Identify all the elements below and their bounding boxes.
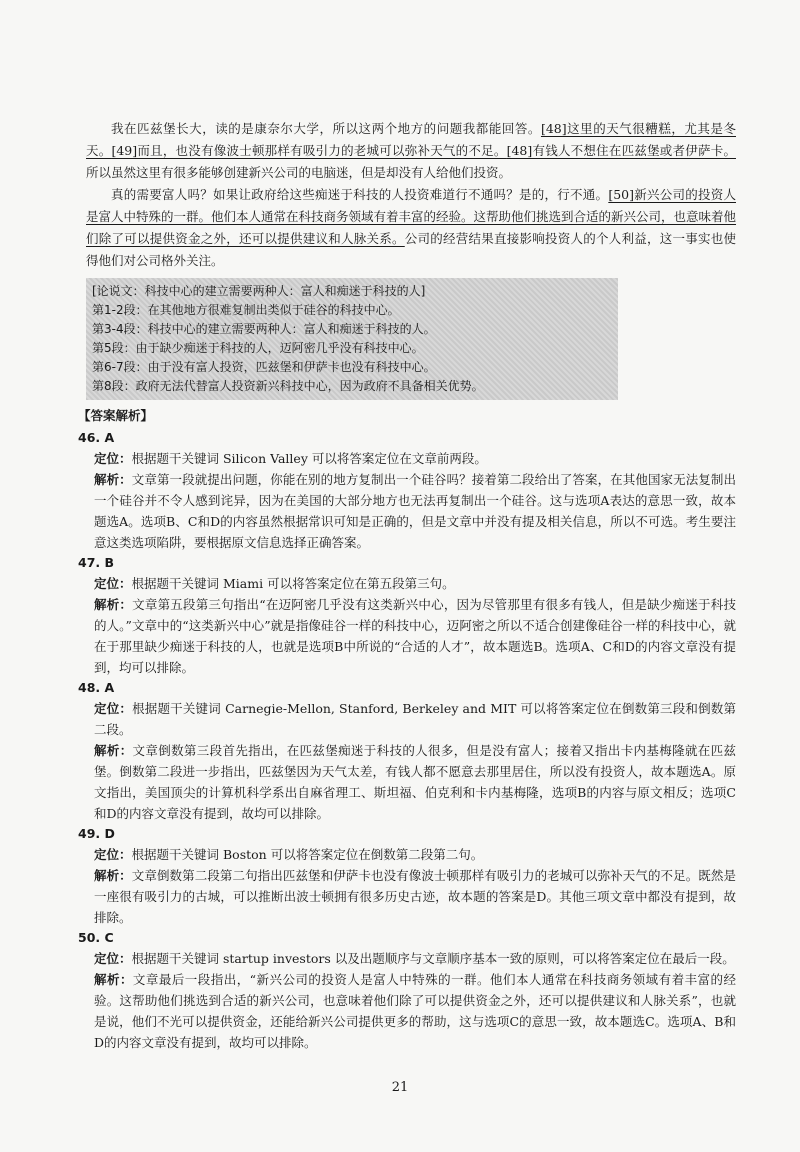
question-number: 49. D [78, 826, 115, 841]
question-number: 46. A [78, 430, 115, 445]
answer-46 [78, 428, 736, 553]
answers-heading: 【答案解析】 [78, 408, 154, 423]
question-number: 50. C [78, 930, 114, 945]
analysis-text: 解析：文章倒数第三段首先指出，在匹兹堡痴迷于科技的人很多，但是没有富人；接着又指出卡内基梅隆就在匹兹堡。倒数第二段进一步指出，匹兹堡因为天气太差，有钱人都不愿意去那里居住，所以没有投资人，故本题选A。原文指出，美国顶尖的计算机科学系出自麻省理工、斯坦福、伯克利和卡内基梅隆，选项B的内容与原文相反；选项C和D的内容文章没有提到，故均可以排除。 [94, 743, 736, 821]
answer-47 [78, 553, 736, 678]
summary-box [86, 278, 618, 400]
page-content [78, 118, 737, 1053]
passage-paragraph-1: 我在匹兹堡长大，读的是康奈尔大学，所以这两个地方的问题我都能回答。[48]这里的天气很糟糕，尤其是冬天。[49]而且，也没有像波士顿那样有吸引力的老城可以弥补天气的不足。[48]有钱人不想住在匹兹堡或者伊萨卡。所以虽然这里有很多能够创建新兴公司的电脑迷，但是却没有人给他们投资。 [86, 121, 736, 180]
locate-text: 定位：根据题干关键词 startup investors 以及出题顺序与文章顺序基本一致的原则，可以将答案定位在最后一段。 [94, 951, 735, 966]
locate-text: 定位：根据题干关键词 Boston 可以将答案定位在倒数第二段第二句。 [94, 847, 484, 862]
summary-line: 第3-4段：科技中心的建立需要两种人：富人和痴迷于科技的人。 [92, 322, 436, 336]
question-number: 48. A [78, 680, 115, 695]
answer-48 [78, 678, 736, 824]
summary-title: [论说文：科技中心的建立需要两种人：富人和痴迷于科技的人] [92, 284, 426, 298]
answer-50 [78, 928, 736, 1053]
question-number: 47. B [78, 555, 115, 570]
summary-line: 第5段：由于缺少痴迷于科技的人，迈阿密几乎没有科技中心。 [92, 341, 424, 355]
locate-text: 定位：根据题干关键词 Carnegie-Mellon, Stanford, Berkeley and MIT 可以将答案定位在倒数第三段和倒数第二段。 [94, 701, 736, 737]
answer-49 [78, 824, 736, 928]
summary-line: 第1-2段：在其他地方很难复制出类似于硅谷的科技中心。 [92, 303, 400, 317]
summary-line: 第8段：政府无法代替富人投资新兴科技中心，因为政府不具备相关优势。 [92, 379, 484, 393]
summary-line: 第6-7段：由于没有富人投资，匹兹堡和伊萨卡也没有科技中心。 [92, 360, 436, 374]
analysis-text: 解析：文章第一段就提出问题，你能在别的地方复制出一个硅谷吗？接着第二段给出了答案，在其他国家无法复制出一个硅谷并不令人感到诧异，因为在美国的大部分地方也无法再复制出一个硅谷。这与选项A表达的意思一致，故本题选A。选项B、C和D的内容虽然根据常识可知是正确的，但是文章中并没有提及相关信息，所以不可选。考生要注意这类选项陷阱，要根据原文信息选择正确答案。 [94, 472, 736, 550]
page-number: 21 [391, 1080, 409, 1095]
passage-paragraph-2: 真的需要富人吗？如果让政府给这些痴迷于科技的人投资难道行不通吗？是的，行不通。[50]新兴公司的投资人是富人中特殊的一群。他们本人通常在科技商务领域有着丰富的经验。这帮助他们挑选到合适的新兴公司，也意味着他们除了可以提供资金之外，还可以提供建议和人脉关系。公司的经营结果直接影响投资人的个人利益，这一事实也使得他们对公司格外关注。 [86, 187, 737, 268]
locate-text: 定位：根据题干关键词 Silicon Valley 可以将答案定位在文章前两段。 [94, 451, 487, 466]
locate-text: 定位：根据题干关键词 Miami 可以将答案定位在第五段第三句。 [94, 576, 455, 591]
analysis-text: 解析：文章第五段第三句指出“在迈阿密几乎没有这类新兴中心，因为尽管那里有很多有钱人，但是缺少痴迷于科技的人。”文章中的“这类新兴中心”就是指像硅谷一样的科技中心，迈阿密之所以不适合创建像硅谷一样的科技中心，就在于那里缺少痴迷于科技的人，也就是选项B中所说的“合适的人才”，故本题选B。选项A、C和D的内容文章没有提到，均可以排除。 [94, 597, 736, 675]
analysis-text: 解析：文章最后一段指出，“新兴公司的投资人是富人中特殊的一群。他们本人通常在科技商务领域有着丰富的经验。这帮助他们挑选到合适的新兴公司，也意味着他们除了可以提供资金之外，还可以提供建议和人脉关系”，也就是说，他们不光可以提供资金，还能给新兴公司提供更多的帮助，这与选项C的意思一致，故本题选C。选项A、B和D的内容文章没有提到，故均可以排除。 [94, 972, 736, 1050]
analysis-text: 解析：文章倒数第二段第二句指出匹兹堡和伊萨卡也没有像波士顿那样有吸引力的老城可以弥补天气的不足。既然是一座很有吸引力的古城，可以推断出波士顿拥有很多历史古迹，故本题的答案是D。其他三项文章中都没有提到，故排除。 [94, 868, 736, 925]
